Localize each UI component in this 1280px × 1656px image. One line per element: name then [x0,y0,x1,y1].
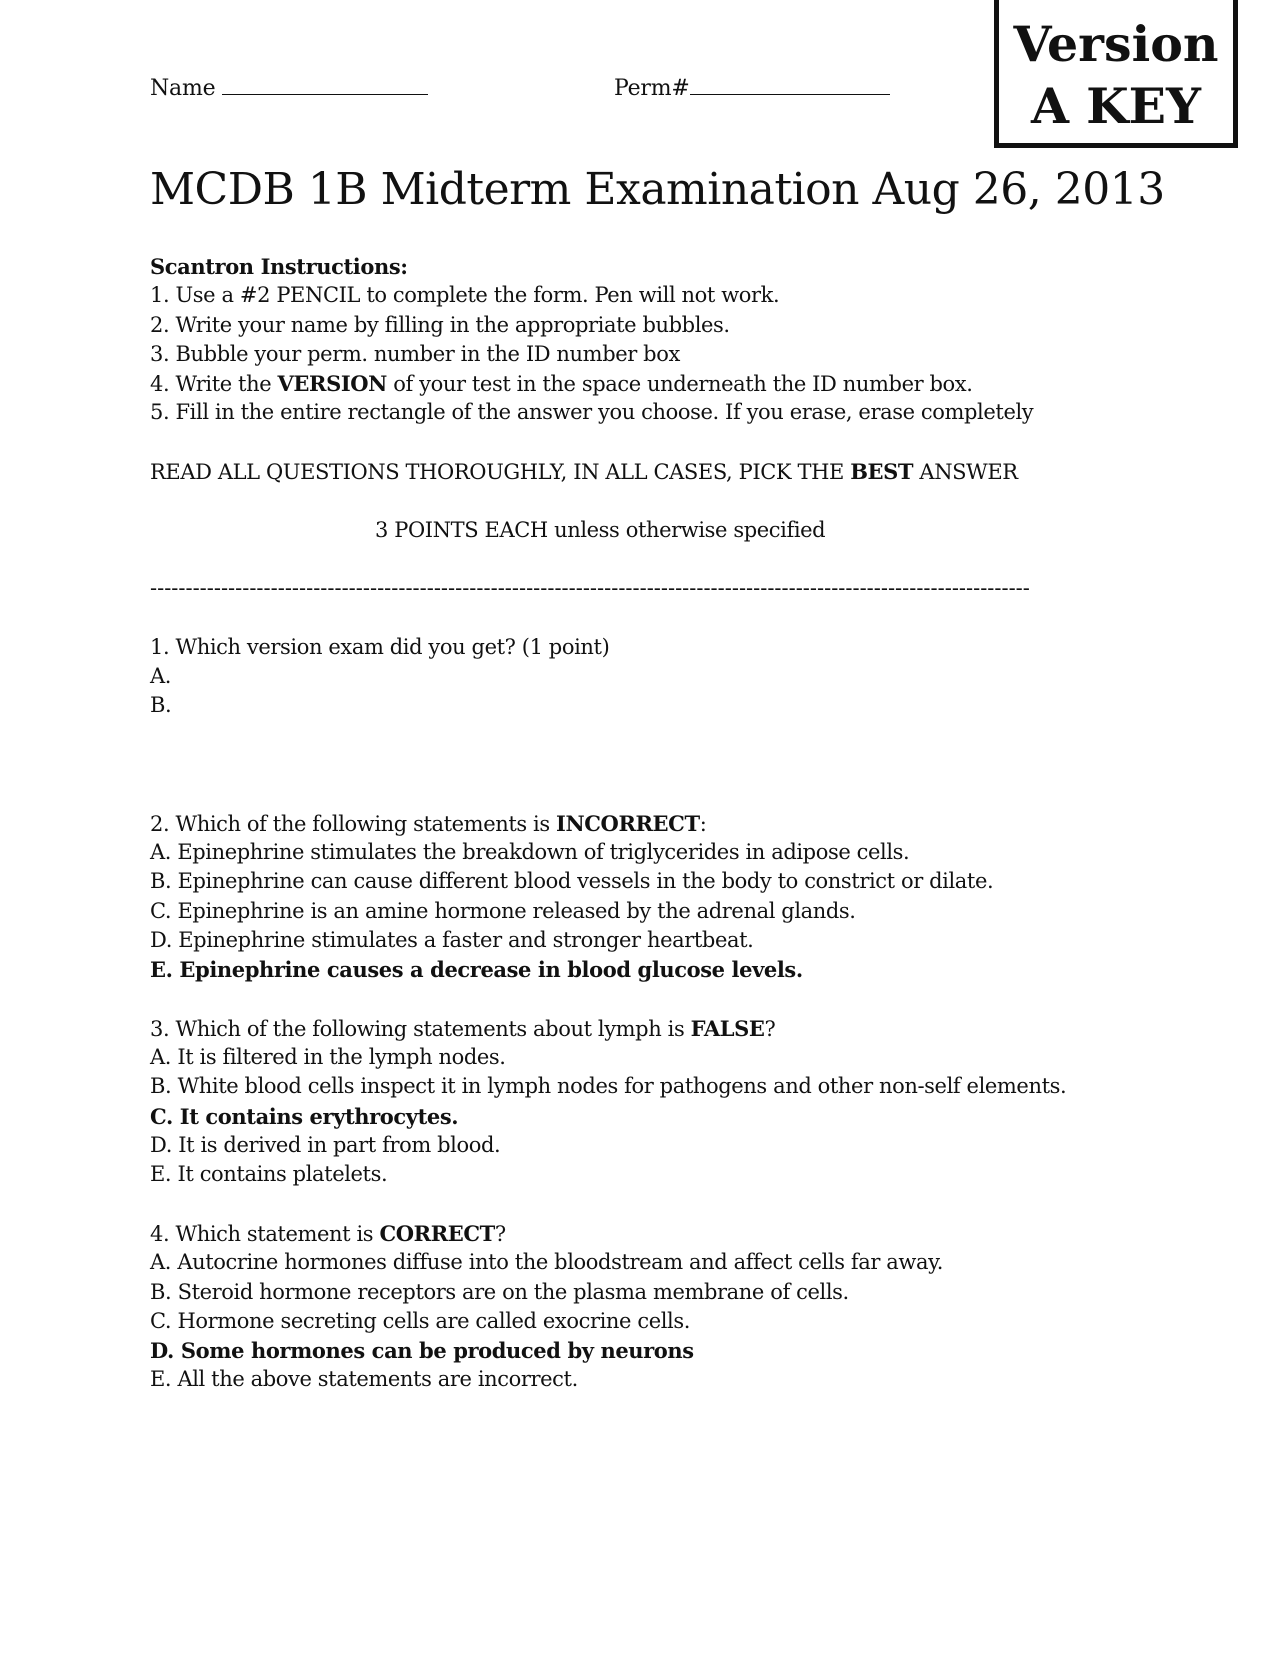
exam-content [150,252,1250,1395]
version-key-label: A KEY [1031,77,1201,135]
read-all-notice [150,457,1250,486]
instruction-item: 5. Fill in the entire rectangle of the answer you choose. If you erase, erase completely [150,400,1034,425]
question-2-option-d: D. Epinephrine stimulates a faster and stronger heartbeat. [150,927,754,952]
stem-text: ? [494,1221,506,1246]
notice-text: ANSWER [913,460,1018,485]
question-4-option-b: B. Steroid hormone receptors are on the plasma membrane of cells. [150,1279,849,1304]
question-3-option-a: A. It is filtered in the lymph nodes. [150,1045,506,1070]
stem-text: 4. Which statement is [150,1221,380,1246]
question-1-option-b: B. [150,693,172,718]
name-label: Name [150,76,223,101]
section-divider: ---------------------------------------------------------------------------------------------------------------------------- [150,576,1030,601]
question-2-option-b: B. Epinephrine can cause different blood vessels in the body to constrict or dilate. [150,869,994,894]
question-2-option-c: C. Epinephrine is an amine hormone released by the adrenal glands. [150,898,856,923]
question-4-option-c: C. Hormone secreting cells are called exocrine cells. [150,1308,691,1333]
instruction-text: of your test in the space underneath the ID number box. [386,372,973,397]
notice-emphasis: BEST [850,459,914,485]
instruction-emphasis: VERSION [277,371,387,397]
instructions-heading: Scantron Instructions: [150,254,408,279]
question-1-option-a: A. [150,664,172,689]
question-1-stem: 1. Which version exam did you get? (1 point) [150,634,610,659]
instruction-text: 4. Write the [150,372,278,397]
version-key-box [994,0,1238,148]
points-notice: 3 POINTS EACH unless otherwise specified [375,517,826,542]
question-3-option-b: B. White blood cells inspect it in lymph nodes for pathogens and other non-self elements. [150,1074,1067,1099]
question-4-option-e: E. All the above statements are incorrect. [150,1367,578,1392]
stem-text: ? [764,1016,776,1041]
instruction-item: 2. Write your name by filling in the appropriate bubbles. [150,312,730,337]
question-2-option-a: A. Epinephrine stimulates the breakdown of triglycerides in adipose cells. [150,840,910,865]
stem-emphasis: FALSE [690,1015,765,1041]
question-3-option-e: E. It contains platelets. [150,1162,388,1187]
stem-emphasis: CORRECT [379,1220,495,1246]
perm-label: Perm# [614,76,690,101]
version-label: Version [1013,15,1219,73]
stem-text: : [699,811,707,836]
stem-text: 3. Which of the following statements about lymph is [150,1016,691,1041]
notice-text: READ ALL QUESTIONS THOROUGHLY, IN ALL CASES, PICK THE [150,460,851,485]
question-2-stem [150,809,1250,838]
question-3-answer-c: C. It contains erythrocytes. [150,1103,459,1129]
stem-emphasis: INCORRECT [556,810,700,836]
instruction-item: 3. Bubble your perm. number in the ID number box [150,341,680,366]
perm-field [614,74,890,101]
instruction-item [150,369,1250,398]
question-3-option-d: D. It is derived in part from blood. [150,1133,501,1158]
perm-blank [690,74,890,95]
instruction-item: 1. Use a #2 PENCIL to complete the form. Pen will not work. [150,283,780,308]
question-2-answer-e: E. Epinephrine causes a decrease in blood glucose levels. [150,957,803,983]
stem-text: 2. Which of the following statements is [150,811,557,836]
question-4-option-a: A. Autocrine hormones diffuse into the bloodstream and affect cells far away. [150,1250,944,1275]
exam-title: MCDB 1B Midterm Examination Aug 26, 2013 [150,164,1165,215]
name-blank [222,74,428,95]
question-4-answer-d: D. Some hormones can be produced by neurons [150,1338,694,1364]
question-4-stem [150,1219,1250,1248]
question-3-stem [150,1014,1250,1043]
name-field [150,74,428,101]
